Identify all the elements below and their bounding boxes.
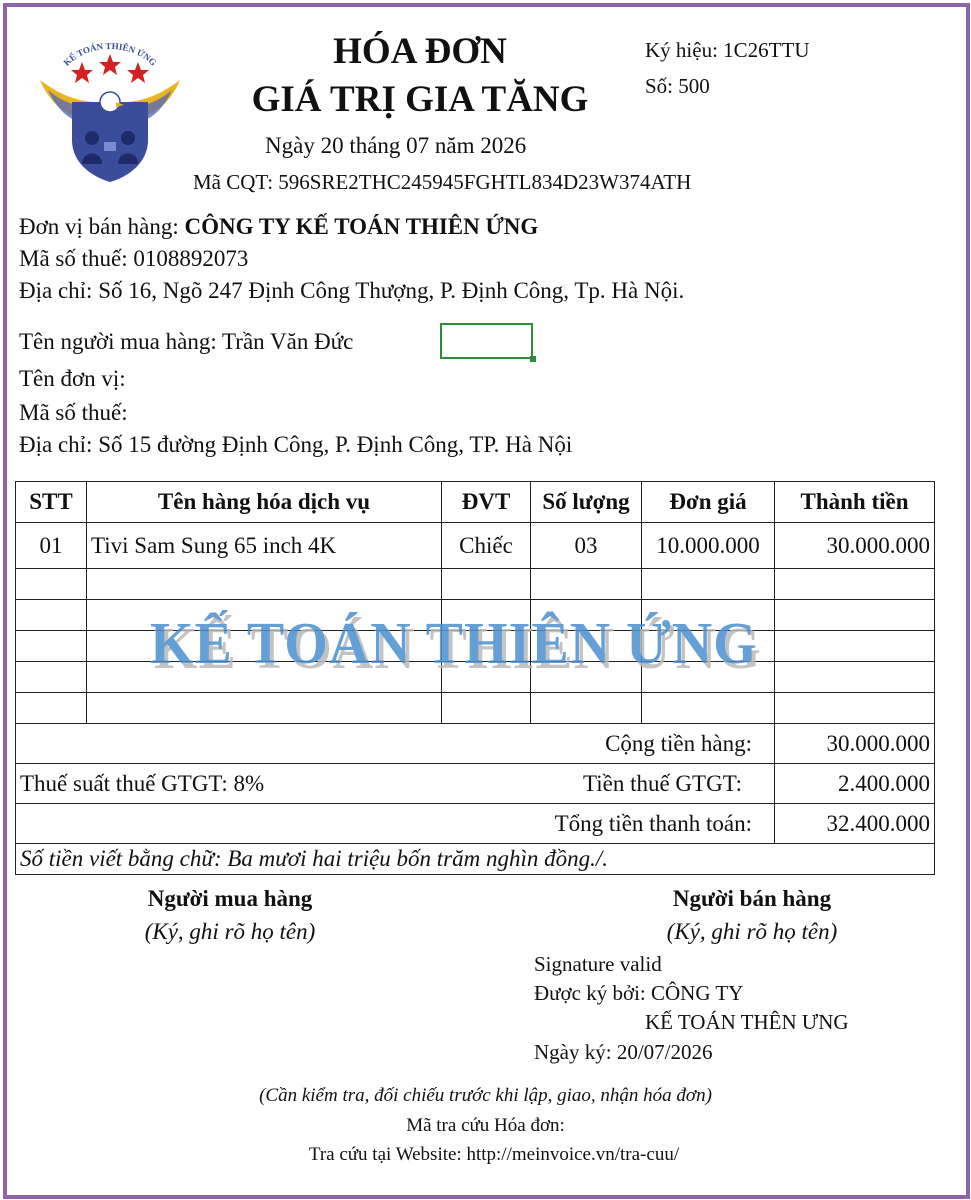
total-value: 32.400.000	[775, 804, 935, 844]
subtotal-label: Cộng tiền hàng:	[16, 724, 775, 764]
cell-price: 10.000.000	[642, 523, 775, 569]
buyer-unit: Tên đơn vị:	[19, 366, 126, 391]
col-header-name: Tên hàng hóa dịch vụ	[87, 482, 442, 523]
seller-tax: Mã số thuế: 0108892073	[19, 246, 249, 271]
col-header-qty: Số lượng	[531, 482, 642, 523]
invoice-date: Ngày 20 tháng 07 năm 2026	[265, 133, 527, 158]
cell-unit: Chiếc	[442, 523, 531, 569]
cqt-code: Mã CQT: 596SRE2THC245945FGHTL834D23W374ATH	[193, 170, 692, 194]
lookup-website[interactable]: Tra cứu tại Website: http://meinvoice.vn/tra-cuu/	[308, 1144, 680, 1165]
seller-signature-note: (Ký, ghi rõ họ tên)	[666, 919, 838, 944]
items-table	[15, 481, 935, 875]
watermark: KẾ TOÁN THIÊN ỨNG	[150, 611, 758, 677]
col-header-amount: Thành tiền	[775, 482, 935, 523]
buyer-signature-note: (Ký, ghi rõ họ tên)	[144, 919, 316, 944]
empty-row	[16, 693, 935, 724]
selected-cell-marker[interactable]	[440, 323, 533, 359]
cell-name: Tivi Sam Sung 65 inch 4K	[87, 523, 442, 569]
lookup-code: Mã tra cứu Hóa đơn:	[406, 1115, 565, 1136]
invoice-number: Số: 500	[645, 74, 710, 98]
cell-amount: 30.000.000	[775, 523, 935, 569]
signed-by-company: KẾ TOÁN THÊN ƯNG	[645, 1010, 849, 1034]
seller-signature-title: Người bán hàng	[672, 886, 832, 911]
cell-qty: 03	[531, 523, 642, 569]
vat-label: Tiền thuế GTGT:	[582, 770, 742, 796]
seller-name: CÔNG TY KẾ TOÁN THIÊN ỨNG	[184, 214, 539, 239]
seller-line	[19, 214, 538, 240]
vat-row	[16, 764, 935, 804]
table-header-row	[16, 482, 935, 523]
buyer-signature-title: Người mua hàng	[147, 886, 313, 911]
subtotal-row	[16, 724, 935, 764]
seller-label: Đơn vị bán hàng:	[19, 214, 179, 239]
col-header-stt: STT	[16, 482, 87, 523]
empty-row	[16, 569, 935, 600]
footer-note: (Cần kiểm tra, đối chiếu trước khi lập, giao, nhận hóa đơn)	[259, 1085, 712, 1106]
col-header-price: Đơn giá	[642, 482, 775, 523]
table-row	[16, 523, 935, 569]
sign-date: Ngày ký: 20/07/2026	[534, 1040, 713, 1064]
invoice-title: HÓA ĐƠN	[333, 31, 507, 72]
vat-value: 2.400.000	[775, 764, 935, 804]
cell-stt: 01	[16, 523, 87, 569]
buyer-name: Tên người mua hàng: Trần Văn Đức	[19, 329, 354, 354]
invoice-subtitle: GIÁ TRỊ GIA TĂNG	[251, 79, 589, 120]
subtotal-value: 30.000.000	[775, 724, 935, 764]
invoice-symbol: Ký hiệu: 1C26TTU	[645, 38, 810, 62]
buyer-tax: Mã số thuế:	[19, 400, 128, 425]
signature-valid: Signature valid	[534, 952, 662, 976]
amount-in-words-row	[16, 844, 935, 875]
signed-by: Được ký bởi: CÔNG TY	[534, 981, 744, 1005]
col-header-unit: ĐVT	[442, 482, 531, 523]
vat-cell	[16, 764, 775, 804]
seller-address: Địa chỉ: Số 16, Ngõ 247 Định Công Thượng, P. Định Công, Tp. Hà Nội.	[19, 278, 685, 303]
amount-in-words: Số tiền viết bằng chữ: Ba mươi hai triệu bốn trăm nghìn đồng./.	[16, 844, 935, 875]
total-label: Tổng tiền thanh toán:	[16, 804, 775, 844]
vat-rate: Thuế suất thuế GTGT: 8%	[20, 770, 265, 796]
logo-text: KẾ TOÁN THIÊN ỨNG	[61, 40, 159, 68]
buyer-address: Địa chỉ: Số 15 đường Định Công, P. Định Công, TP. Hà Nội	[19, 432, 573, 457]
company-logo	[30, 40, 190, 185]
total-row	[16, 804, 935, 844]
